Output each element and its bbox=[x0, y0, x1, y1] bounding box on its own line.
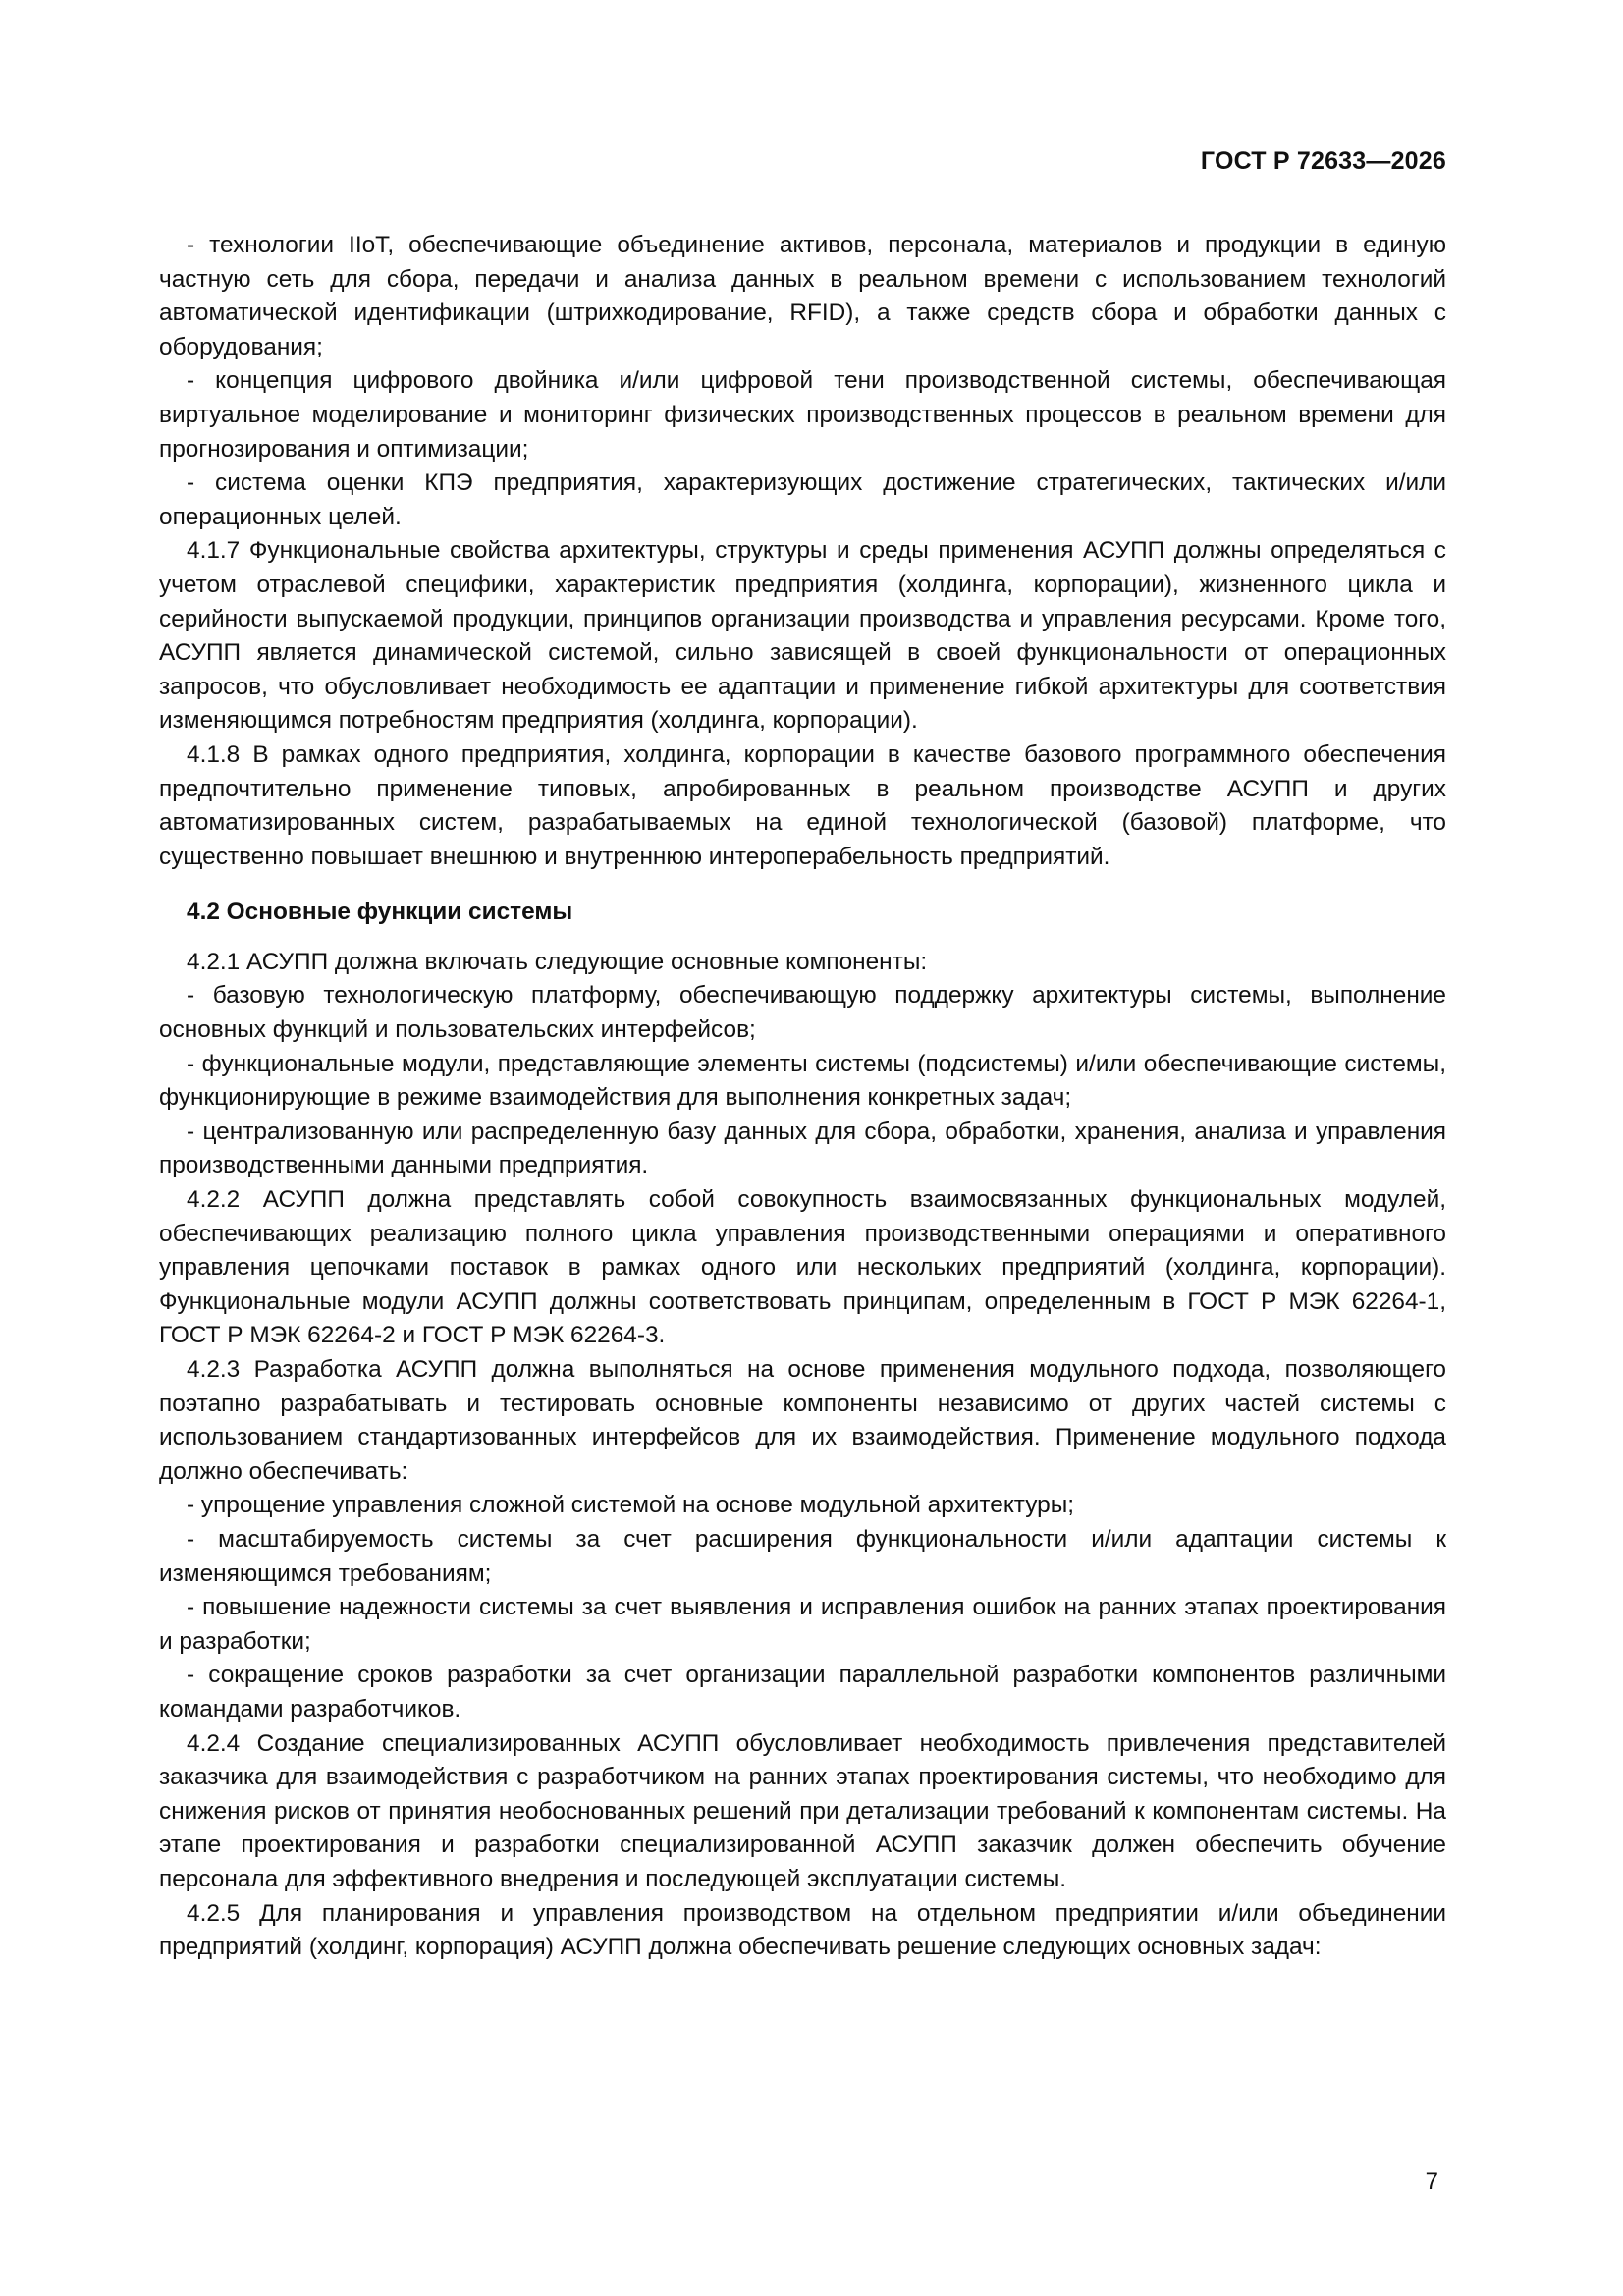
section-heading: 4.2 Основные функции системы bbox=[187, 899, 573, 926]
paragraph: 4.1.7 Функциональные свойства архитектуры, структуры и среды применения АСУПП должны определяться с учетом отраслевой специфики, характеристик предприятия (холдинга, корпорации), жизненного цикла и серийности выпускаемой продукции, принципов организации производства и управления ресурсами. Кроме того, АСУПП является динамической системой, сильно зависящей в своей функциональности от операционных запросов, что обусловливает необходимость ее адаптации и применение гибкой архитектуры для соответствия изменяющимся потребностям предприятия (холдинга, корпорации). bbox=[159, 537, 1446, 735]
paragraph: - концепция цифрового двойника и/или цифровой тени производственной системы, обеспечивающая виртуальное моделирование и мониторинг физических производственных процессов в реальном времени для прогнозирования и оптимизации; bbox=[159, 367, 1446, 463]
paragraph: 4.2.1 АСУПП должна включать следующие основные компоненты: bbox=[187, 948, 928, 975]
paragraph: - упрощение управления сложной системой на основе модульной архитектуры; bbox=[187, 1492, 1075, 1519]
paragraph: 4.1.8 В рамках одного предприятия, холдинга, корпорации в качестве базового программного обеспечения предпочтительно применение типовых, апробированных в реальном производстве АСУПП и других автоматизированных систем, разрабатываемых на единой технологической (базовой) платформе, что существенно повышает внешнюю и внутреннюю интероперабельность предприятий. bbox=[159, 740, 1446, 870]
paragraph: - повышение надежности системы за счет выявления и исправления ошибок на ранних этапах проектирования и разработки; bbox=[159, 1594, 1446, 1655]
paragraph: 4.2.5 Для планирования и управления производством на отдельном предприятии и/или объединении предприятий (холдинг, корпорация) АСУПП должна обеспечивать решение следующих основных задач: bbox=[159, 1899, 1446, 1961]
paragraph: - сокращение сроков разработки за счет организации параллельной разработки компонентов различными командами разработчиков. bbox=[159, 1662, 1446, 1722]
paragraph: - технологии IIoT, обеспечивающие объединение активов, персонала, материалов и продукции в единую частную сеть для сбора, передачи и анализа данных в реальном времени с использованием технологий автоматической идентификации (штрихкодирование, RFID), а также средств сбора и обработки данных с оборудования; bbox=[159, 232, 1446, 360]
paragraph: - функциональные модули, представляющие элементы системы (подсистемы) и/или обеспечивающие системы, функционирующие в режиме взаимодействия для выполнения конкретных задач; bbox=[159, 1050, 1446, 1112]
paragraph: - масштабируемость системы за счет расширения функциональности и/или адаптации системы к изменяющимся требованиям; bbox=[159, 1525, 1446, 1587]
paragraph: - централизованную или распределенную базу данных для сбора, обработки, хранения, анализа и управления производственными данными предприятия. bbox=[159, 1118, 1446, 1179]
paragraph: 4.2.2 АСУПП должна представлять собой совокупность взаимосвязанных функциональных модулей, обеспечивающих реализацию полного цикла управления производственными операциями и оперативного управления цепочками поставок в рамках одного или нескольких предприятий (холдинга, корпорации). Функциональные модули АСУПП должны соответствовать принципам, определенным в ГОСТ Р МЭК 62264-1, ГОСТ Р МЭК 62264-2 и ГОСТ Р МЭК 62264-3. bbox=[159, 1186, 1446, 1349]
page-body bbox=[159, 229, 1446, 1965]
document-header: ГОСТ Р 72633—2026 bbox=[1200, 147, 1446, 175]
paragraph: - базовую технологическую платформу, обеспечивающую поддержку архитектуры системы, выполнение основных функций и пользовательских интерфейсов; bbox=[159, 982, 1446, 1044]
paragraph: 4.2.4 Создание специализированных АСУПП обусловливает необходимость привлечения представителей заказчика для взаимодействия с разработчиком на ранних этапах проектирования системы, что необходимо для снижения рисков от принятия необоснованных решений при детализации требований к компонентам системы. На этапе проектирования и разработки специализированной АСУПП заказчик должен обеспечить обучение персонала для эффективного внедрения и последующей эксплуатации системы. bbox=[159, 1729, 1446, 1892]
page-number: 7 bbox=[1425, 2168, 1438, 2195]
paragraph: 4.2.3 Разработка АСУПП должна выполняться на основе применения модульного подхода, позволяющего поэтапно разрабатывать и тестировать основные компоненты независимо от других частей системы с использованием стандартизованных интерфейсов для их взаимодействия. Применение модульного подхода должно обеспечивать: bbox=[159, 1356, 1446, 1485]
paragraph: - система оценки КПЭ предприятия, характеризующих достижение стратегических, тактических и/или операционных целей. bbox=[159, 469, 1446, 530]
